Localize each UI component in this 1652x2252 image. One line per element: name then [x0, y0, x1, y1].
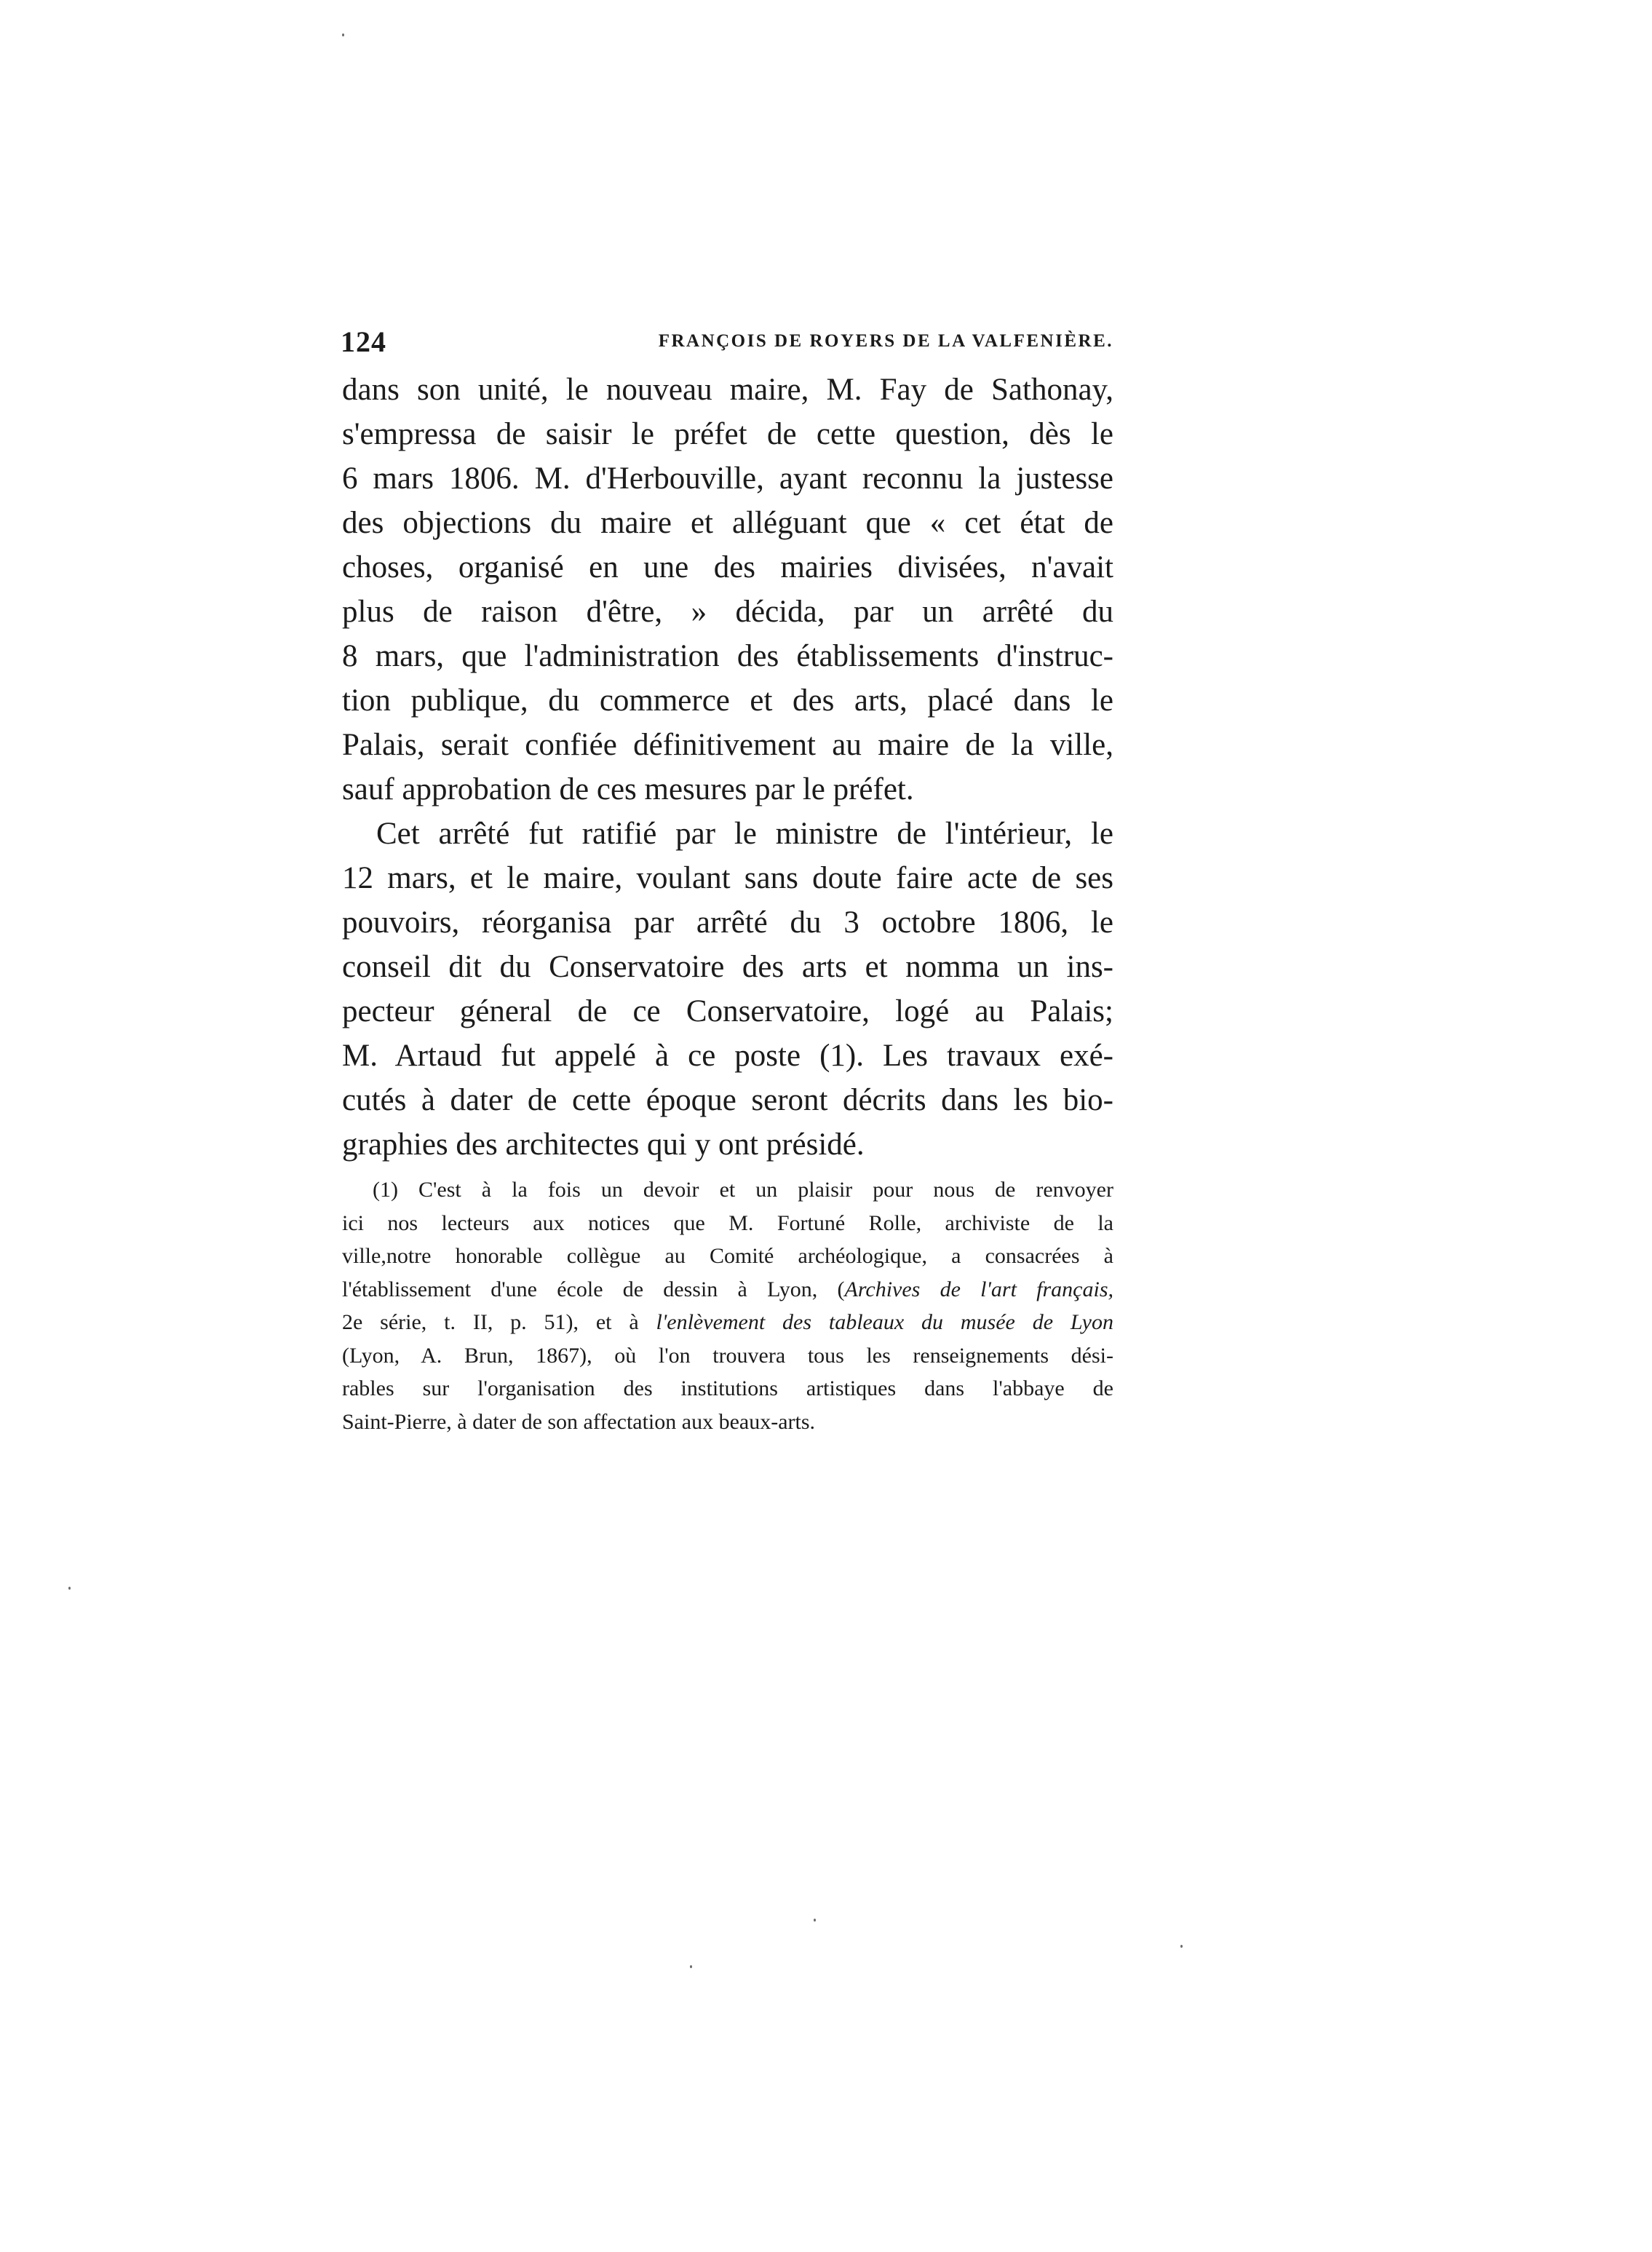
- footnote-line: (Lyon, A. Brun, 1867), où l'on trouvera tous les renseignements dési-: [342, 1343, 1113, 1368]
- paper-speck: [690, 1965, 692, 1968]
- text-line: choses, organisé en une des mairies divisées, n'avait: [342, 550, 1113, 584]
- text-line: s'empressa de saisir le préfet de cette question, dès le: [342, 417, 1113, 451]
- text-line: Palais, serait confiée définitivement au maire de la ville,: [342, 728, 1113, 762]
- text-line: conseil dit du Conservatoire des arts et nomma un ins-: [342, 950, 1113, 984]
- text-line: M. Artaud fut appelé à ce poste (1). Les travaux exé-: [342, 1039, 1113, 1073]
- text-line: des objections du maire et alléguant que « cet état de: [342, 506, 1113, 540]
- footnote: [342, 1173, 1113, 1438]
- text-line: 12 mars, et le maire, voulant sans doute faire acte de ses: [342, 861, 1113, 895]
- paper-speck: [342, 33, 344, 36]
- footnote-italic-title: l'enlèvement des tableaux du musée de Lyon: [656, 1310, 1113, 1334]
- main-text: [342, 368, 1113, 1167]
- text-line: pecteur géneral de ce Conservatoire, logé au Palais;: [342, 994, 1113, 1028]
- text-line: Cet arrêté fut ratifié par le ministre de l'intérieur, le: [376, 817, 1113, 851]
- text-line: plus de raison d'être, » décida, par un arrêté du: [342, 595, 1113, 629]
- page-number: 124: [341, 325, 386, 358]
- running-head: FRANÇOIS DE ROYERS DE LA VALFENIÈRE.: [658, 331, 1113, 351]
- text-line: sauf approbation de ces mesures par le préfet.: [342, 772, 914, 806]
- footnote-line: [342, 1306, 1113, 1339]
- text-line: graphies des architectes qui y ont présidé.: [342, 1127, 865, 1162]
- footnote-line: [342, 1273, 1113, 1307]
- text-line: pouvoirs, réorganisa par arrêté du 3 octobre 1806, le: [342, 905, 1113, 940]
- footnote-line: (1) C'est à la fois un devoir et un plaisir pour nous de renvoyer: [373, 1178, 1113, 1202]
- text-line: 8 mars, que l'administration des établissements d'instruc-: [342, 639, 1113, 673]
- footnote-line: ville,notre honorable collègue au Comité archéologique, a consacrées à: [342, 1244, 1113, 1268]
- text-line: dans son unité, le nouveau maire, M. Fay de Sathonay,: [342, 373, 1113, 407]
- text-line: tion publique, du commerce et des arts, placé dans le: [342, 683, 1113, 718]
- footnote-italic-title: Archives de l'art français,: [844, 1277, 1113, 1301]
- paper-speck: [814, 1919, 816, 1922]
- footnote-line: ici nos lecteurs aux notices que M. Fortuné Rolle, archiviste de la: [342, 1210, 1113, 1235]
- footnote-text: l'établissement d'une école de dessin à Lyon, (: [342, 1277, 845, 1301]
- paper-speck: [1180, 1945, 1183, 1948]
- text-line: 6 mars 1806. M. d'Herbouville, ayant reconnu la justesse: [342, 461, 1113, 496]
- footnote-line: rables sur l'organisation des institutions artistiques dans l'abbaye de: [342, 1376, 1113, 1400]
- text-line: cutés à dater de cette époque seront décrits dans les bio-: [342, 1083, 1113, 1117]
- page-header: [341, 325, 1113, 361]
- paper-speck: [68, 1587, 71, 1590]
- footnote-text: 2e série, t. II, p. 51), et à: [342, 1310, 656, 1334]
- footnote-line: Saint-Pierre, à dater de son affectation aux beaux-arts.: [342, 1409, 816, 1434]
